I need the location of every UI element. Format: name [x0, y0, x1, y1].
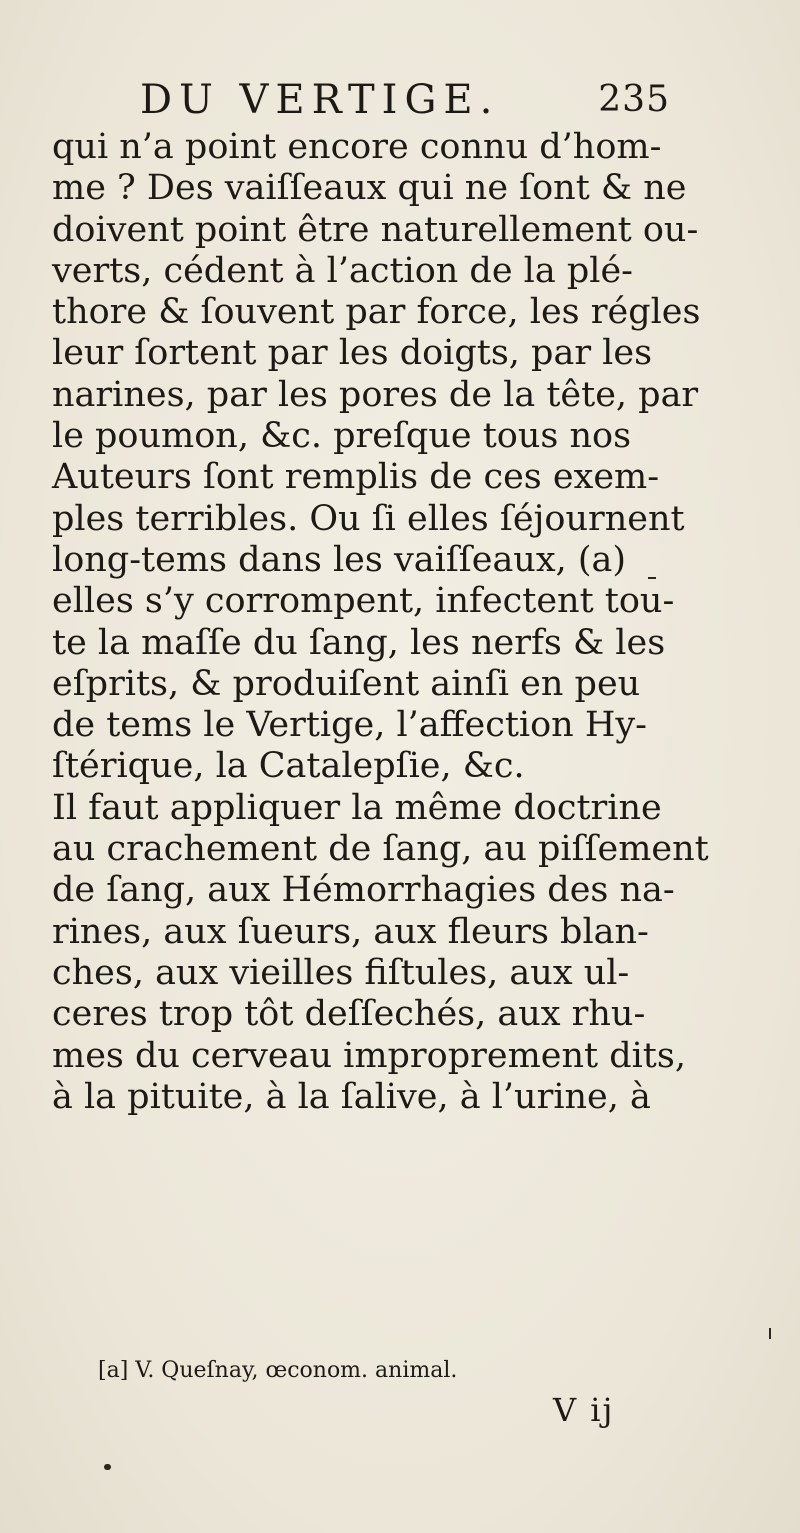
margin-dash-mark — [648, 577, 656, 579]
text-line: elles s’y corrompent, infectent tou- — [52, 581, 675, 622]
body-text — [52, 127, 752, 1118]
running-title: DU VERTIGE. — [140, 77, 500, 123]
text-line: verts, cédent à l’action de la plé- — [52, 250, 634, 291]
text-line: ples terribles. Ou ſi elles ſéjournent — [52, 498, 685, 539]
running-head — [140, 70, 670, 130]
text-line: le poumon, &c. preſque tous nos — [52, 416, 632, 457]
text-line: rines, aux ſueurs, aux fleurs blan- — [52, 911, 649, 952]
text-line: ceres trop tôt deſſechés, aux rhu- — [52, 994, 646, 1035]
margin-tick-mark — [769, 1328, 771, 1339]
signature-mark: V ij — [553, 1391, 615, 1429]
text-line: mes du cerveau improprement dits, — [52, 1035, 686, 1076]
text-line: ches, aux vieilles fiſtules, aux ul- — [52, 952, 630, 993]
text-line: thore & ſouvent par force, les régles — [52, 292, 701, 333]
ink-dot-mark — [104, 1464, 111, 1470]
text-line: narines, par les pores de la tête, par — [52, 374, 699, 415]
text-line: à la pituite, à la ſalive, à l’urine, à — [52, 1076, 651, 1117]
footnote: [a] V. Queſnay, œconom. animal. — [98, 1358, 458, 1383]
text-line: de ſang, aux Hémorrhagies des na- — [52, 870, 675, 911]
text-line: leur ſortent par les doigts, par les — [52, 333, 653, 374]
text-line: me ? Des vaiſſeaux qui ne ſont & ne — [52, 168, 687, 209]
text-line: qui n’a point encore connu d’hom- — [52, 127, 662, 167]
text-line: de tems le Vertige, l’affection Hy- — [52, 705, 647, 746]
text-line: ſtérique, la Catalepſie, &c. — [52, 746, 525, 787]
text-line: long-tems dans les vaiſſeaux, (a) — [52, 539, 627, 580]
text-line: te la maſſe du ſang, les nerfs & les — [52, 622, 666, 663]
text-line: Auteurs ſont remplis de ces exem- — [52, 457, 660, 498]
text-line: doivent point être naturellement ou- — [52, 209, 699, 250]
text-line: eſprits, & produiſent ainſi en peu — [52, 663, 641, 704]
page-number: 235 — [598, 79, 670, 120]
text-line: Il faut appliquer la même doctrine — [52, 787, 662, 828]
text-line: au crachement de ſang, au piſſement — [52, 829, 709, 870]
